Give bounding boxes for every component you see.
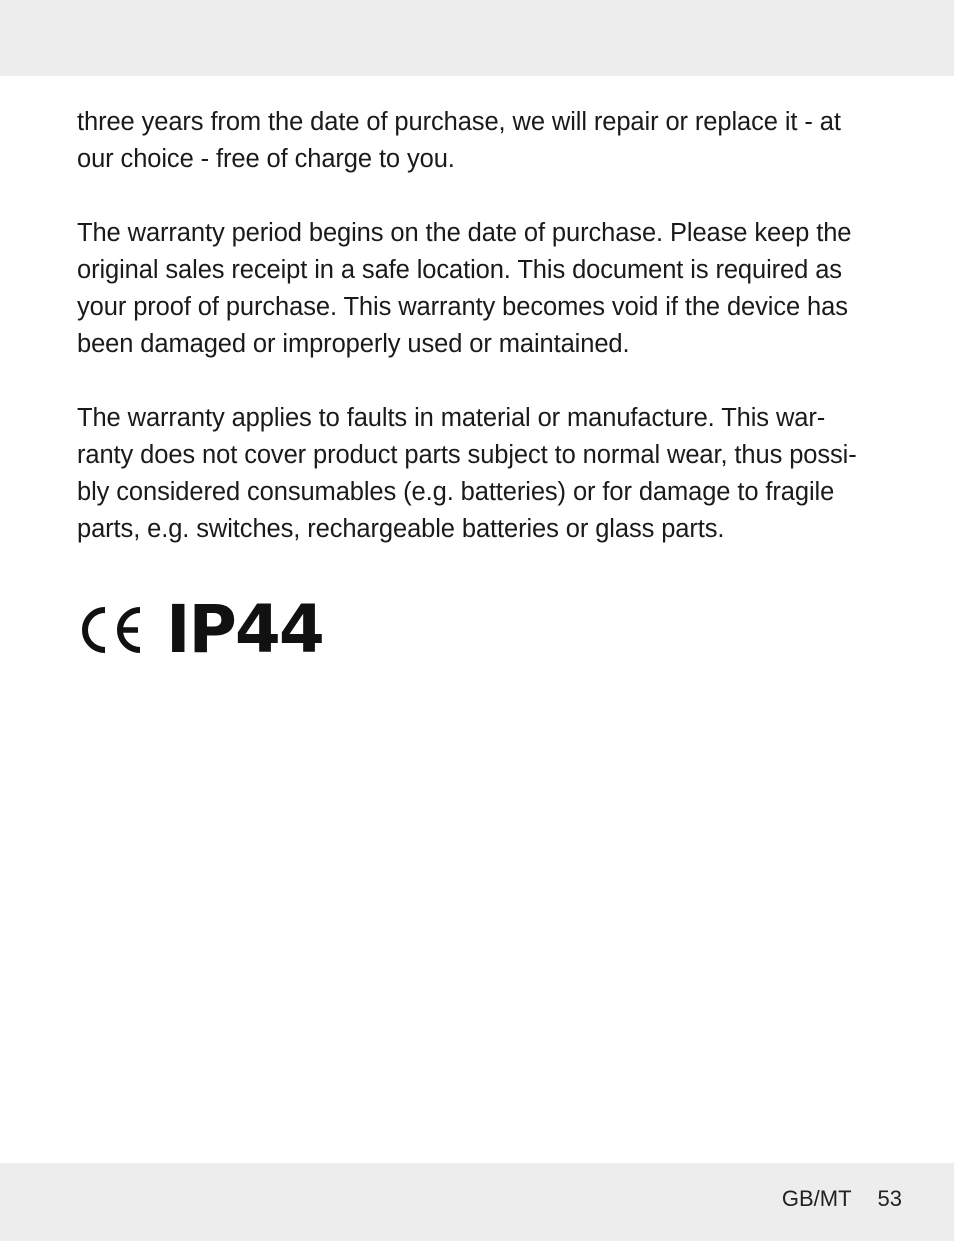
text-line: The warranty period begins on the date of purchase. Please keep the <box>77 219 852 247</box>
ip-rating-label: IP44 <box>166 591 323 668</box>
warranty-paragraph-2 <box>77 215 877 363</box>
certification-marks <box>77 591 323 668</box>
page-footer <box>782 1186 902 1212</box>
page-body <box>77 104 877 585</box>
text-line: parts, e.g. switches, rechargeable batteries or glass parts. <box>77 515 725 543</box>
header-band <box>0 0 954 76</box>
text-line: been damaged or improperly used or maintained. <box>77 330 630 358</box>
text-line: bly considered consumables (e.g. batteries) or for damage to fragile <box>77 478 835 506</box>
warranty-paragraph-3 <box>77 400 877 548</box>
text-line: our choice - free of charge to you. <box>77 145 455 173</box>
page-number: 53 <box>877 1186 902 1211</box>
warranty-paragraph-1 <box>77 104 877 178</box>
region-code: GB/MT <box>781 1186 852 1211</box>
ce-mark-icon <box>77 604 143 656</box>
text-line: ranty does not cover product parts subject to normal wear, thus possi- <box>77 441 857 469</box>
text-line: three years from the date of purchase, we will repair or replace it - at <box>77 108 841 136</box>
text-line: original sales receipt in a safe location. This document is required as <box>77 256 842 284</box>
text-line: your proof of purchase. This warranty becomes void if the device has <box>77 293 848 321</box>
text-line: The warranty applies to faults in material or manufacture. This war- <box>77 404 826 432</box>
